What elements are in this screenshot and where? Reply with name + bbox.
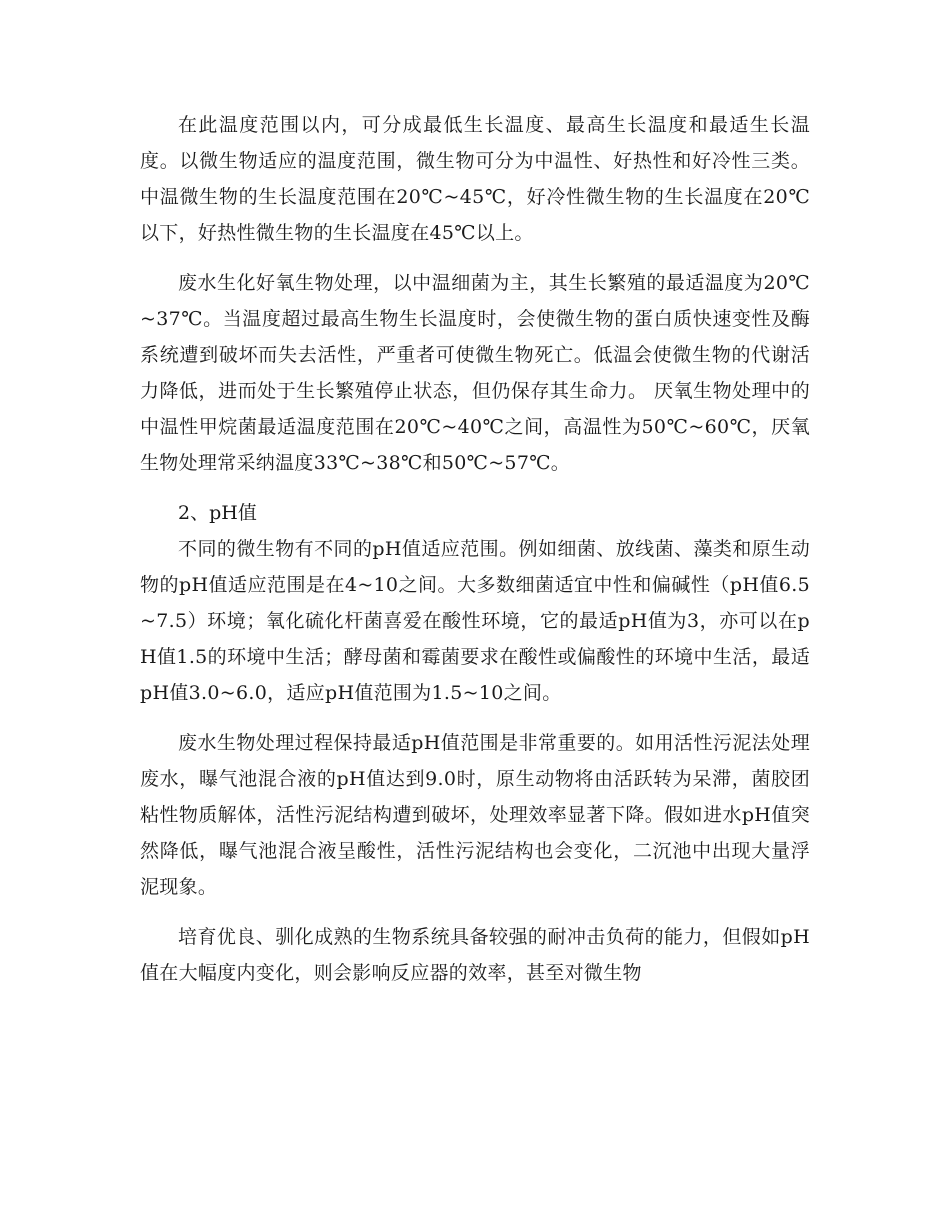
paragraph-shock-load: 培育优良、驯化成熟的生物系统具备较强的耐冲击负荷的能力，但假如pH值在大幅度内变化，则会影响反应器的效率，甚至对微生物: [140, 926, 810, 984]
paragraph-optimal-ph: 废水生物处理过程保持最适pH值范围是非常重要的。如用活性污泥法处理废水，曝气池混合液的pH值达到9.0时，原生动物将由活跃转为呆滞，菌胶团粘性物质解体，活性污泥结构遭到破坏，处理效率显著下降。假如进水pH值突然降低，曝气池混合液呈酸性，活性污泥结构也会变化，二沉池中出现大量浮泥现象。: [140, 732, 810, 898]
paragraph-temperature-range: 在此温度范围以内，可分成最低生长温度、最高生长温度和最适生长温度。以微生物适应的温度范围，微生物可分为中温性、好热性和好冷性三类。中温微生物的生长温度范围在20℃~45℃，好冷性微生物的生长温度在20℃以下，好热性微生物的生长温度在45℃以上。: [140, 114, 810, 244]
section-heading-ph: 2、pH值: [178, 502, 257, 524]
paragraph-aerobic-treatment: 废水生化好氧生物处理，以中温细菌为主，其生长繁殖的最适温度为20℃~37℃。当温度超过最高生物生长温度时，会使微生物的蛋白质快速变性及酶系统遭到破坏而失去活性，严重者可使微生物死亡。低温会使微生物的代谢活力降低，进而处于生长繁殖停止状态，但仍保存其生命力。 厌氧生物处理中的中温性甲烷菌最适温度范围在20℃~40℃之间，高温性为50℃~60℃，厌氧生物处理常采纳温度33℃~38℃和50℃~57℃。: [140, 272, 810, 474]
paragraph-ph-range: 不同的微生物有不同的pH值适应范围。例如细菌、放线菌、藻类和原生动物的pH值适应范围是在4~10之间。大多数细菌适宜中性和偏碱性（pH值6.5~7.5）环境；氧化硫化杆菌喜爱在酸性环境，它的最适pH值为3，亦可以在pH值1.5的环境中生活；酵母菌和霉菌要求在酸性或偏酸性的环境中生活，最适pH值3.0~6.0，适应pH值范围为1.5~10之间。: [140, 538, 810, 704]
